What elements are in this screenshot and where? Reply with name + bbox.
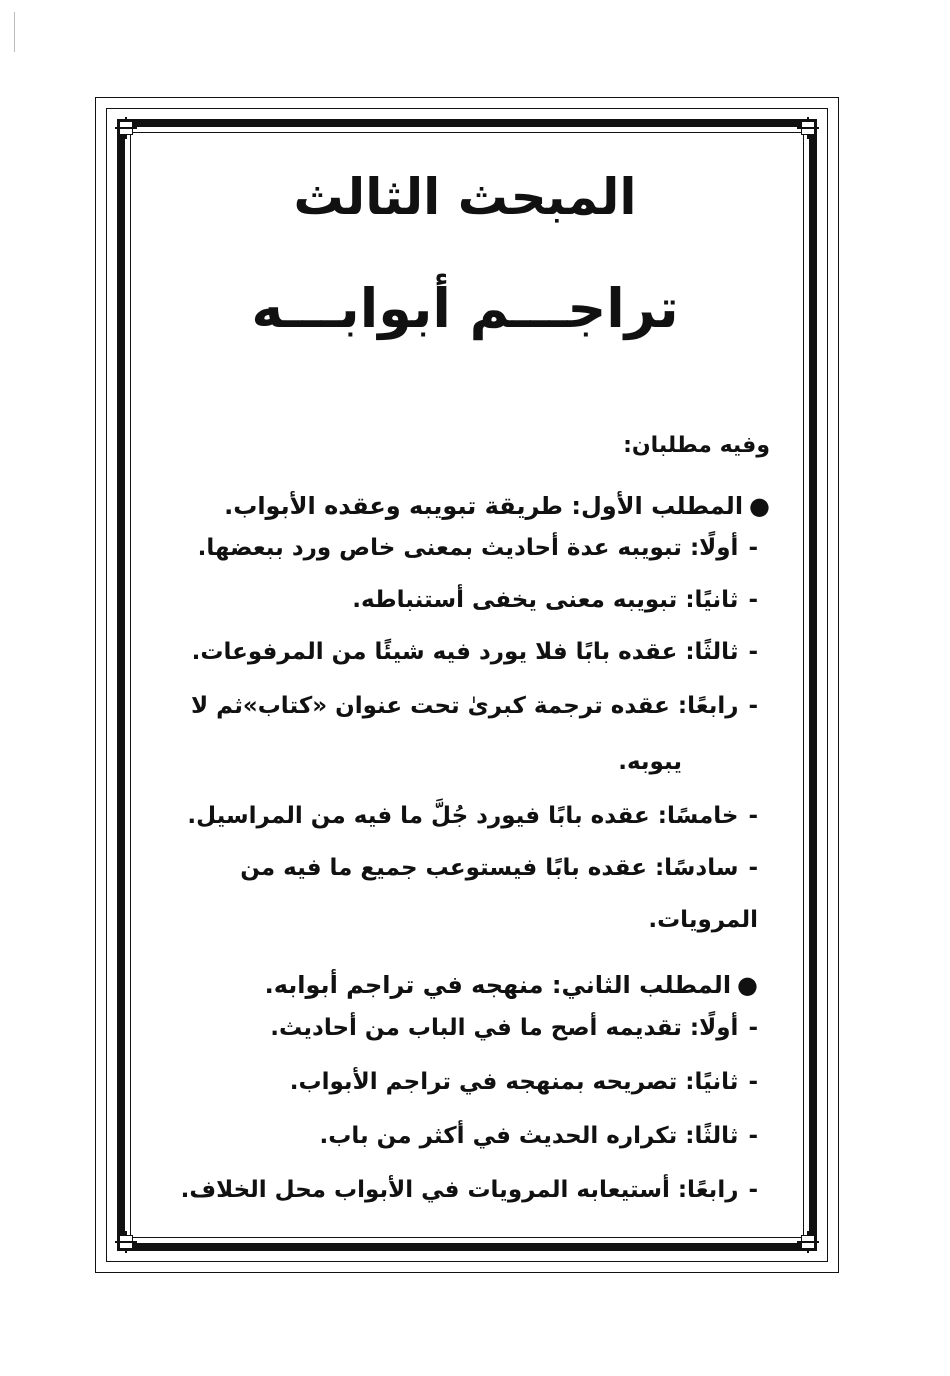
list-item-text: أولًا: تقديمه أصح ما في الباب من أحاديث. [270, 1015, 739, 1042]
list-item-text: سادسًا: عقده بابًا فيستوعب جميع ما فيه من المرويات. [240, 854, 758, 933]
chapter-subtitle: تراجـــم أبوابـــه [251, 277, 679, 340]
intro-text: وفيه مطلبان: [623, 433, 770, 459]
list-item-text: ثانيًا: تصريحه بمنهجه في تراجم الأبواب. [289, 1069, 739, 1096]
chapter-title: المبحث الثالث [293, 168, 637, 226]
dash-marker: - [748, 1177, 758, 1204]
dash-marker: - [748, 802, 758, 829]
list-item-text: رابعًا: عقده ترجمة كبرىٰ تحت عنوان «كتاب»ثم لا [191, 692, 739, 719]
list-item-text: أولًا: تبويبه عدة أحاديث بمعنى خاص ورد ببعضها. [197, 534, 739, 561]
list-item [160, 522, 770, 574]
section-1-heading-text: المطلب الأول: طريقة تبويبه وعقده الأبواب. [224, 491, 744, 520]
dash-marker: - [748, 586, 758, 613]
list-item-text: ثالثًا: عقده بابًا فلا يورد فيه شيئًا من المرفوعات. [191, 638, 739, 665]
frame-corner-ornament-bottom-left [115, 1231, 137, 1253]
dash-marker: - [748, 534, 758, 561]
bullet-icon: ● [737, 970, 758, 999]
section-1-list [160, 522, 770, 946]
list-item [160, 790, 770, 842]
page-content [160, 165, 770, 1217]
frame-corner-ornament-top-right [797, 117, 819, 139]
list-item-text: ثالثًا: تكراره الحديث في أكثر من باب. [319, 1123, 739, 1150]
list-item [160, 1109, 770, 1163]
frame-corner-ornament-bottom-right [797, 1231, 819, 1253]
list-item [160, 574, 770, 626]
dash-marker: - [748, 854, 758, 881]
list-item [160, 1163, 770, 1217]
bullet-icon: ● [749, 491, 770, 520]
list-item-continuation: يبوبه. [618, 748, 682, 775]
scan-edge-mark [14, 12, 15, 52]
dash-marker: - [748, 1123, 758, 1150]
list-item [160, 1055, 770, 1109]
dash-marker: - [748, 1069, 758, 1096]
list-item [160, 1001, 770, 1055]
list-item-text: ثانيًا: تبويبه معنى يخفى أستنباطه. [352, 586, 739, 613]
section-1-heading [160, 491, 770, 522]
dash-marker: - [748, 638, 758, 665]
dash-marker: - [748, 692, 758, 719]
section-2-list [160, 1001, 770, 1217]
dash-marker: - [748, 1015, 758, 1042]
section-2-heading [160, 970, 770, 1001]
list-item-text: رابعًا: أستيعابه المرويات في الأبواب محل الخلاف. [180, 1177, 739, 1204]
list-item [160, 626, 770, 678]
list-item-text: خامسًا: عقده بابًا فيورد جُلَّ ما فيه من المراسيل. [187, 802, 739, 829]
frame-corner-ornament-top-left [115, 117, 137, 139]
list-item [160, 678, 770, 790]
list-item [160, 842, 770, 946]
section-2-heading-text: المطلب الثاني: منهجه في تراجم أبوابه. [264, 970, 732, 999]
